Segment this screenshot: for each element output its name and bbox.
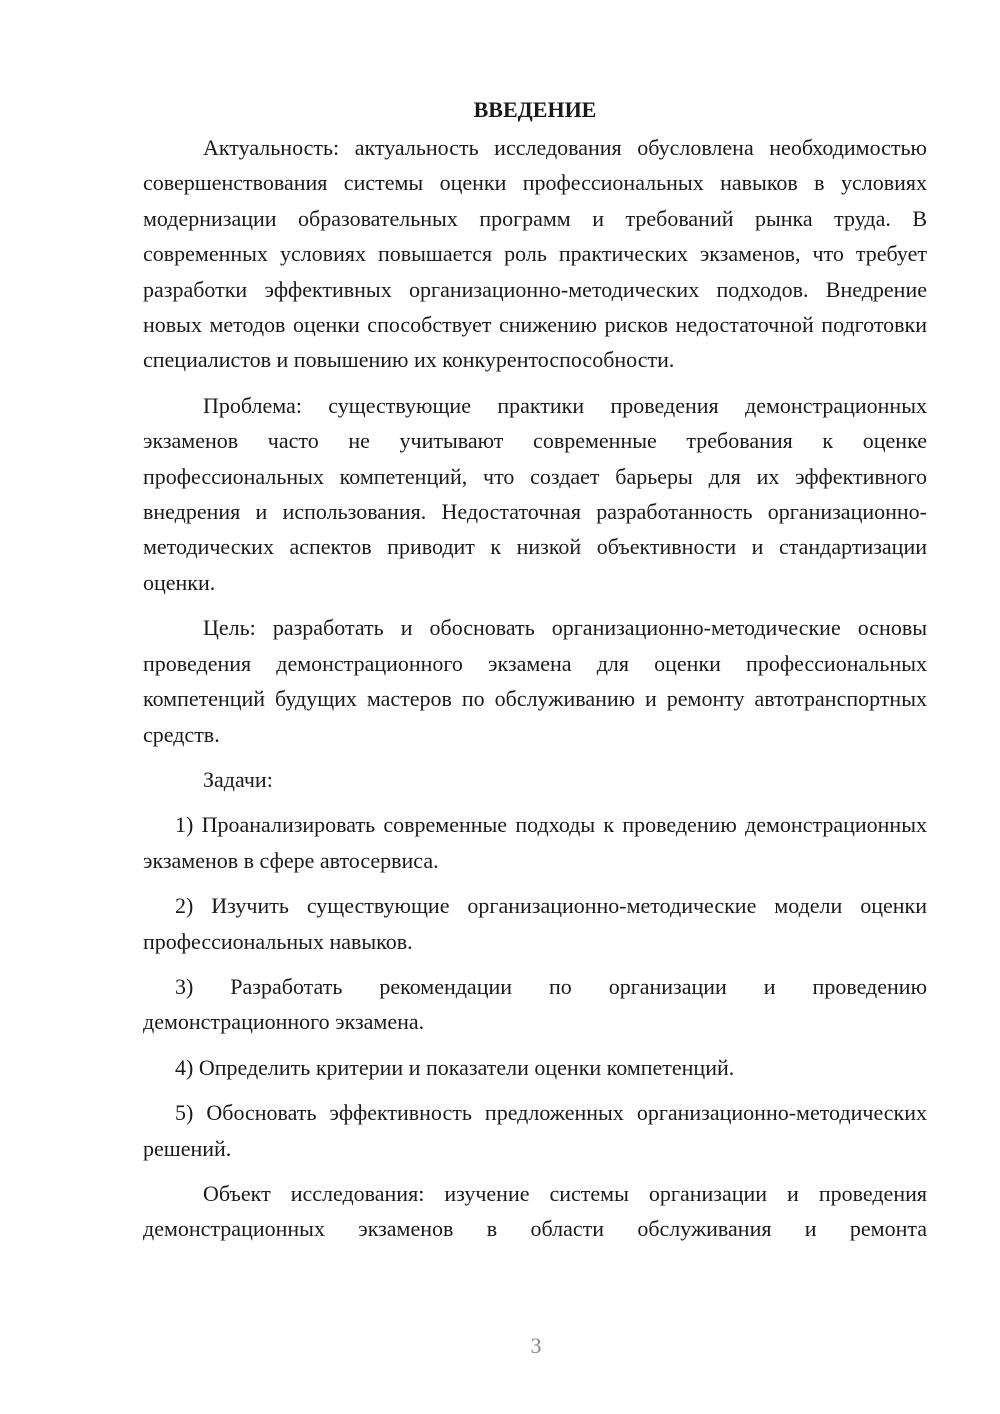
page-content bbox=[143, 92, 927, 1247]
page-number: 3 bbox=[530, 1333, 542, 1358]
object-paragraph: Объект исследования: изучение системы организации и проведения демонстрационных экзаменов в области обслуживания и ремонта bbox=[143, 1180, 927, 1242]
task-item: 4) Определить критерии и показатели оценки компетенций. bbox=[175, 1054, 735, 1080]
problem-paragraph: Проблема: существующие практики проведения демонстрационных экзаменов часто не учитывают современные требования к оценке профессиональных компетенций, что создает барьеры для их эффективного внедрения и использования. Недостаточная разработанность организационно-методических аспектов приводит к низкой объективности и стандартизации оценки. bbox=[143, 392, 927, 595]
task-item: 2) Изучить существующие организационно-методические модели оценки профессиональных навыков. bbox=[143, 893, 927, 954]
task-item: 5) Обосновать эффективность предложенных организационно-методических решений. bbox=[143, 1100, 927, 1161]
section-heading: ВВЕДЕНИЕ bbox=[473, 97, 597, 122]
goal-paragraph: Цель: разработать и обосновать организационно-методические основы проведения демонстрационного экзамена для оценки профессиональных компетенций будущих мастеров по обслуживанию и ремонту автотранспортных средств. bbox=[143, 615, 927, 747]
task-item: 1) Проанализировать современные подходы к проведению демонстрационных экзаменов в сфере автосервиса. bbox=[143, 812, 927, 873]
tasks-label: Задачи: bbox=[203, 766, 273, 792]
task-item: 3) Разработать рекомендации по организации и проведению демонстрационного экзамена. bbox=[143, 973, 927, 1035]
relevance-paragraph: Актуальность: актуальность исследования обусловлена необходимостью совершенствования системы оценки профессиональных навыков в условиях модернизации образовательных программ и требований рынка труда. В современных условиях повышается роль практических экзаменов, что требует разработки эффективных организационно-методических подходов. Внедрение новых методов оценки способствует снижению рисков недостаточной подготовки специалистов и повышению их конкурентоспособности. bbox=[143, 135, 927, 373]
